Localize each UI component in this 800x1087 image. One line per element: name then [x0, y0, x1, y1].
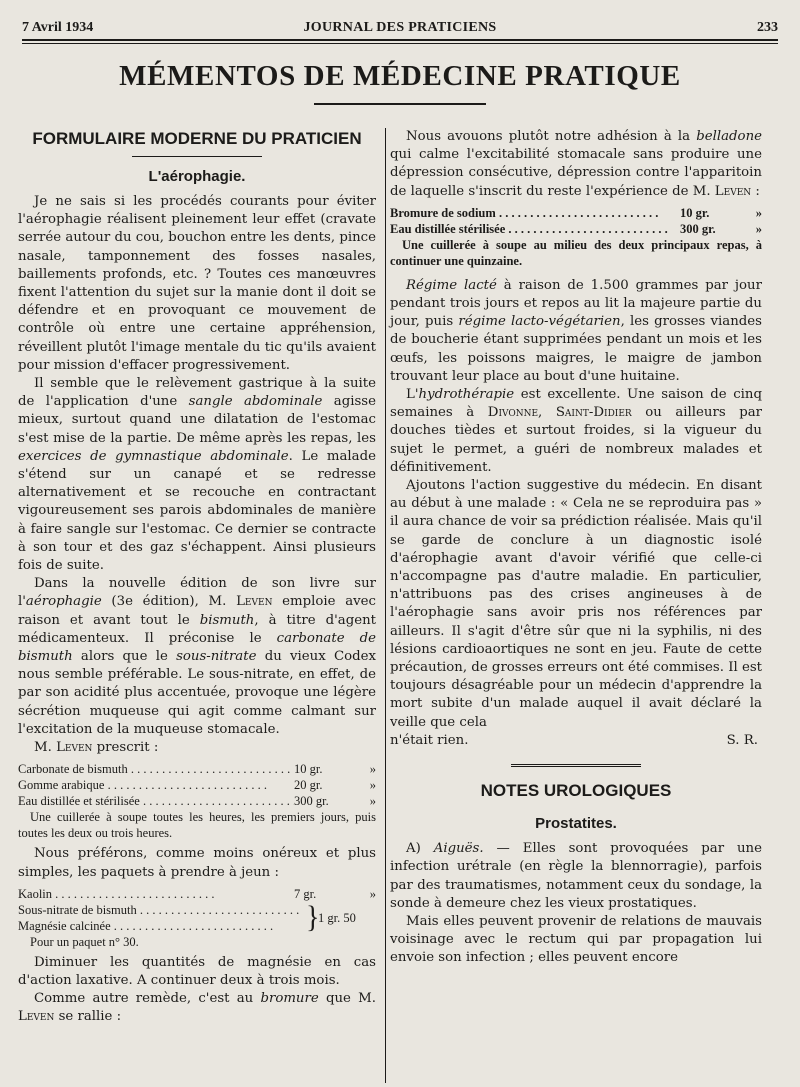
- paragraph: Diminuer les quantités de magnésie en cas d'action laxative. A continuer deux à trois mois.: [18, 954, 376, 988]
- section-title-formulaire: FORMULAIRE MODERNE DU PRATICIEN: [32, 129, 362, 148]
- prescription-note: Une cuillerée à soupe toutes les heures, les premiers jours, puis toutes les deux ou trois heures.: [18, 810, 376, 841]
- subtitle-aerophagie: L'aérophagie.: [148, 168, 246, 185]
- title-rule: [314, 103, 486, 105]
- prescription-footer: Pour un paquet n° 30.: [30, 934, 139, 949]
- column-divider: [385, 128, 386, 1083]
- header-journal-name: JOURNAL DES PRATICIENS: [303, 20, 497, 35]
- prescription-row: Eau distillée et stérilisée . . . 300 gr. »: [18, 793, 376, 809]
- left-column: [18, 128, 376, 1027]
- paragraph: M. Leven prescrit :: [34, 740, 159, 756]
- prescription-row: Gomme arabique . . . 20 gr. »: [18, 777, 376, 793]
- paragraph: Nous préférons, comme moins onéreux et plus simples, les paquets à prendre à jeun :: [18, 846, 376, 880]
- brace-item: Sous-nitrate de bismuth . . .: [18, 902, 306, 918]
- signature-line: [390, 732, 762, 750]
- brace-symbol: }: [306, 900, 320, 935]
- brace-quantity: 1 gr. 50: [318, 910, 356, 925]
- paragraph: Dans la nouvelle édition de son livre sur l'aérophagie (3e édition), M. Leven emploie avec raison et avant tout le bismuth, à titre d'agent médicamenteux. Il préconise le carbonate de bismuth alors que le sous-nitrate du vieux Codex nous semble préférable. Le sous-nitrate, en effet, de par son acidité plus accentuée, provoque une légère sécrétion muqueuse qui agit comme calmant sur l'excitation de la muqueuse stomacale.: [18, 576, 377, 737]
- paragraph: Je ne sais si les procédés courants pour éviter l'aérophagie réalisent pleinement leur effet (cravate serrée autour du cou, bouchon entre les dents, pince nasale, tamponnement des fosses nasales, baillements profonds, etc. ? Toutes ces manœuvres fixent l'attention du sujet sur la manie dont il doit se défendre et en provoquant ce mouvement de contrôle où entre une certaine appréhension, réveillent plutôt l'image mentale du tic qu'ils avaient pour mission d'effacer progressivement.: [18, 194, 376, 373]
- paragraph: Comme autre remède, c'est au bromure que M. Leven se rallie :: [18, 991, 376, 1025]
- paragraph: L'hydrothérapie est excellente. Une saison de cinq semaines à Divonne, Saint-Didier ou ailleurs par douches tièdes et surtout froides, si la vigueur du sujet le permet, a guéri de nombreux malades et définitivement.: [390, 387, 763, 475]
- brace-group: [18, 902, 376, 934]
- prescription-row: Bromure de sodium . . . 10 gr. »: [390, 205, 762, 221]
- paragraph: Régime lacté à raison de 1.500 grammes par jour pendant trois jours et repos au lit la majeure partie du jour, puis régime lacto-végétarien, les grosses viandes de boucherie étant supprimées pendant un mois et les œufs, les poissons maigres, le maigre de jambon trouvant leur place au bout d'une huitaine.: [390, 277, 763, 384]
- prescription-row: Eau distillée stérilisée . . . 300 gr. »: [390, 221, 762, 237]
- signature: S. R.: [726, 732, 758, 748]
- header-page-number: 233: [757, 20, 778, 35]
- prescription-row: Carbonate de bismuth . . . 10 gr. »: [18, 761, 376, 777]
- subtitle-prostatites: Prostatites.: [535, 815, 617, 833]
- prescription-3: [390, 205, 762, 269]
- prescription-1: [18, 761, 376, 841]
- paragraph: A) Aiguës. — Elles sont provoquées par une infection urétrale (en règle la blennorragie), parfois par des traumatismes, notamment ceux du sondage, la sonde à demeure chez les vieux prostatiques.: [390, 841, 762, 911]
- section-title-urologiques: NOTES UROLOGIQUES: [480, 781, 672, 801]
- section-separator: [511, 764, 641, 770]
- section-rule: [132, 156, 262, 157]
- prescription-row: Kaolin . . . 7 gr. »: [18, 886, 376, 902]
- paragraph: Mais elles peuvent provenir de relations de mauvais voisinage avec le rectum qui par propagation lui envoie son infection ; elles peuvent encore: [390, 913, 762, 966]
- closing-text: n'était rien.: [390, 732, 469, 748]
- header-date: 7 Avril 1934: [22, 20, 94, 35]
- paragraph: Il semble que le relèvement gastrique à la suite de l'application d'une sangle abdominale agisse mieux, surtout quand une dilatation de l'estomac s'est mise de la partie. De même après les repas, les exercices de gymnastique abdominale. Le malade s'étend sur un canapé et se redresse alternativement et se recouche en contractant vigoureusement ses parois abdominales de manière à faire sangle sur l'estomac. Ce dernier se contracte à son tour et des gaz s'échappent. Ainsi plusieurs fois de suite.: [18, 376, 377, 574]
- main-title: MÉMENTOS DE MÉDECINE PRATIQUE: [119, 60, 681, 92]
- header-rule-thin: [22, 43, 778, 44]
- prescription-note: Une cuillerée à soupe au milieu des deux principaux repas, à continuer une quinzaine.: [390, 237, 762, 268]
- header-rule: [22, 39, 778, 41]
- paragraph: Nous avouons plutôt notre adhésion à la belladone qui calme l'excitabilité stomacale sans produire une dépression consécutive, dépression contre l'apparitoin de laquelle s'inscrit du reste l'expérience de M. Leven :: [390, 129, 762, 199]
- prescription-2: [18, 886, 376, 950]
- brace-item: Magnésie calcinée . . .: [18, 918, 306, 934]
- right-column: [390, 128, 762, 968]
- paragraph: Ajoutons l'action suggestive du médecin. En disant au début à une malade : « Cela ne se reproduira pas » il aura chance de voir sa prédiction réalisée. Mais qu'il se garde de conclure à un diagnostic isolé d'aérophagie avant d'avoir vérifié que celle-ci n'accompagne pas d'autre maladie. En particulier, n'attribuons pas des crises angineuses à de l'aérophagie sans avoir pris nos références par ailleurs. Il s'agit d'être sûr que ni la syphilis, ni des lésions cardioaortiques ne sont en jeu. Faute de cette précaution, de grosses erreurs ont été commises. Il est toujours désagréable pour un médecin d'apprendre la mort subite d'un malade auquel il avait déclaré la veille que cela: [390, 478, 762, 730]
